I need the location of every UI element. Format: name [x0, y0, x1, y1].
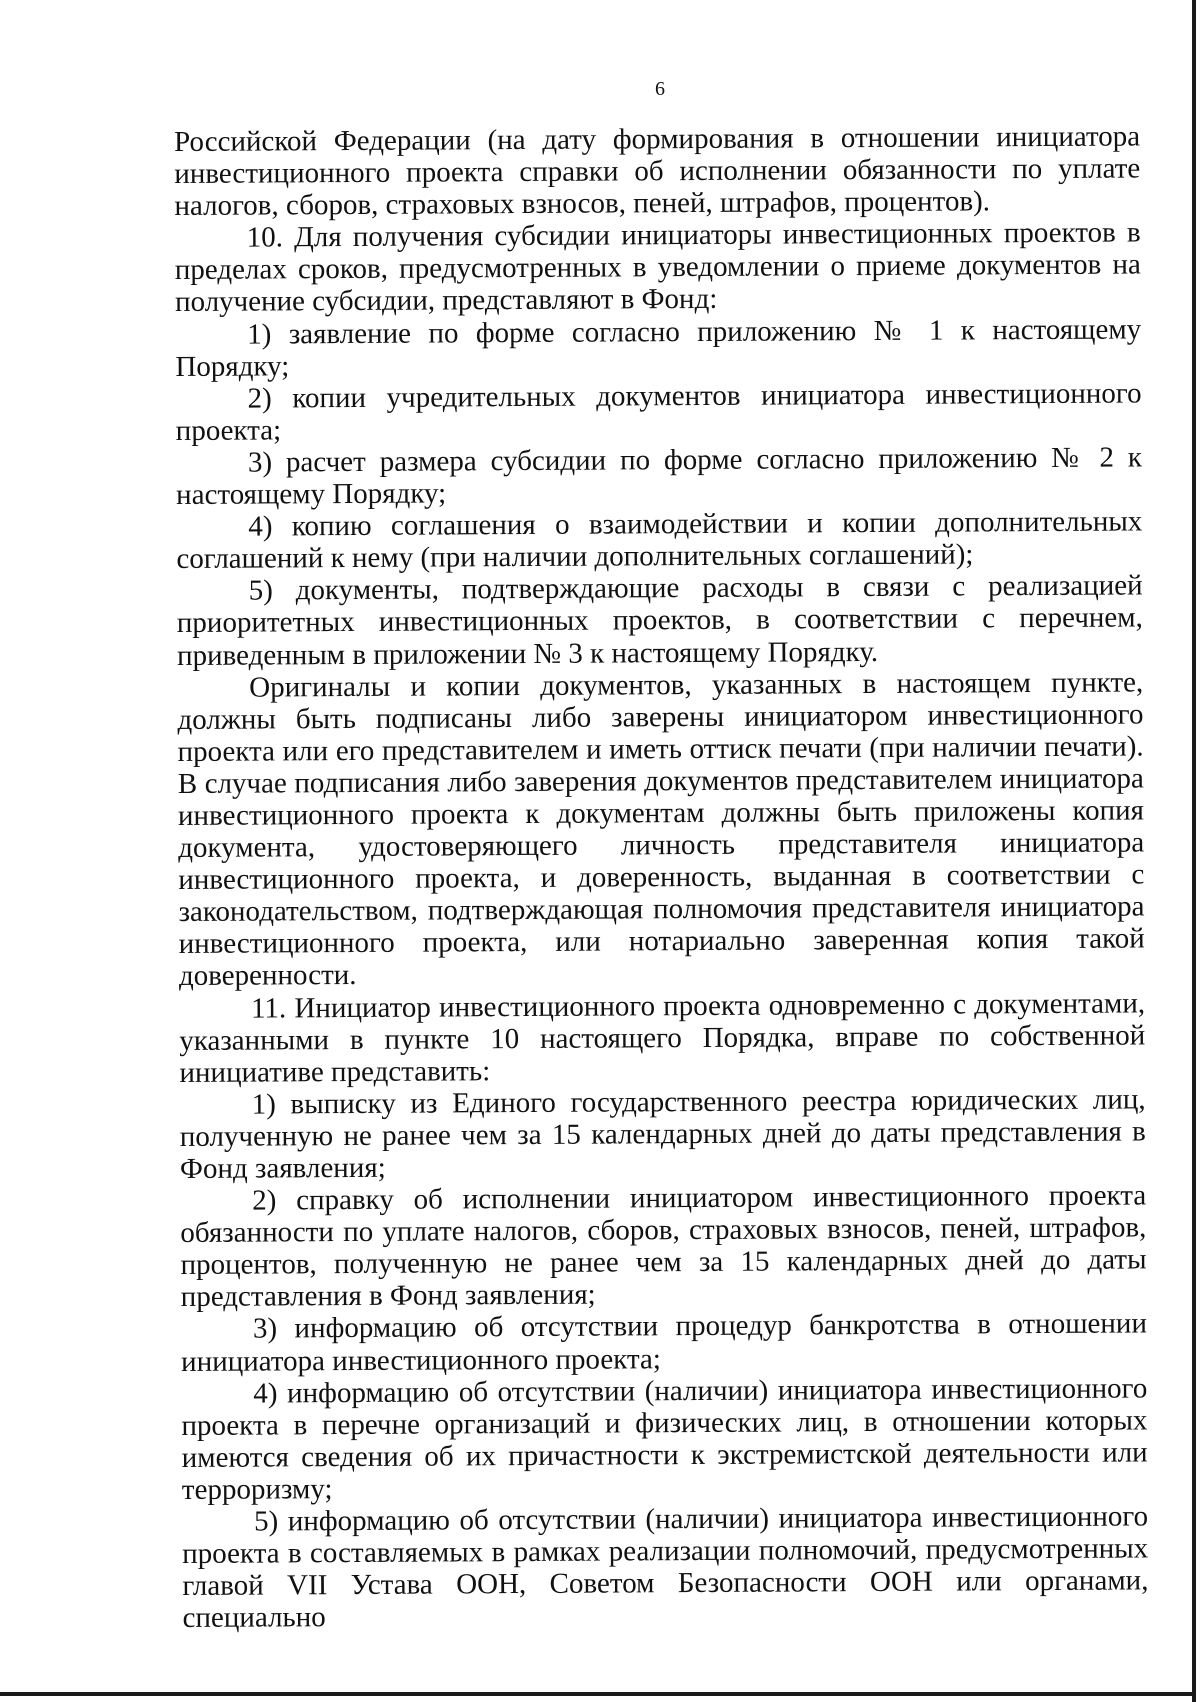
paragraph-10-sub-4: 4) копию соглашения о взаимодействии и копии дополнительных соглашений к нему (при наличии дополнительных соглашений);	[176, 505, 1143, 576]
paragraph-11-sub-4: 4) информацию об отсутствии (наличии) инициатора инвестиционного проекта в перечне организаций и физических лиц, в отношении которых имеются сведения об их причастности к экстремистской деятельности или терроризму;	[181, 1372, 1148, 1506]
paragraph-10-sub-2: 2) копии учредительных документов инициатора инвестиционного проекта;	[175, 377, 1142, 447]
paragraph-10-sub-3: 3) расчет размера субсидии по форме согласно приложению № 2 к настоящему Порядку;	[176, 441, 1143, 512]
paragraph-continuation: Российской Федерации (на дату формирования в отношении инициатора инвестиционного проекта справки об исполнении обязанности по уплате налогов, сборов, страховых взносов, пеней, штрафов, процентов).	[174, 120, 1141, 223]
paragraph-item-11: 11. Инициатор инвестиционного проекта одновременно с документами, указанными в пункте 10 настоящего Порядка, вправе по собственной инициативе представить:	[179, 986, 1146, 1089]
paragraph-11-sub-1: 1) выписку из Единого государственного реестра юридических лиц, полученную не ранее чем за 15 календарных дней до даты представления в Фонд заявления;	[179, 1083, 1146, 1185]
paragraph-11-sub-5: 5) информацию об отсутствии (наличии) инициатора инвестиционного проекта в составляемых в рамках реализации полномочий, предусмотренных главой VII Устава ООН, Советом Безопасности ООН или органами, специально	[182, 1500, 1149, 1635]
page-number: 6	[655, 78, 665, 100]
document-body	[174, 120, 1149, 1634]
scan-edge-right	[1192, 0, 1196, 1702]
paragraph-10-sub-1: 1) заявление по форме согласно приложению № 1 к настоящему Порядку;	[175, 312, 1142, 383]
paragraph-11-sub-2: 2) справку об исполнении инициатором инвестиционного проекта обязанности по уплате налогов, сборов, страховых взносов, пеней, штрафов, процентов, полученную не ранее чем за 15 календарных дней до даты представления в Фонд заявления;	[180, 1179, 1147, 1314]
paragraph-10-sub-5: 5) документы, подтверждающие расходы в связи с реализацией приоритетных инвестиционных проектов, в соответствии с перечнем, приведенным в приложении № 3 к настоящему Порядку.	[176, 569, 1143, 672]
paragraph-originals-and-copies: Оригиналы и копии документов, указанных в настоящем пункте, должны быть подписаны либо заверены инициатором инвестиционного проекта или его представителем и иметь оттиск печати (при наличии печати). В случае подписания либо заверения документов представителем инициатора инвестиционного проекта к документам должны быть приложены копия документа, удостоверяющего личность представителя инициатора инвестиционного проекта, и доверенность, выданная в соответствии с законодательством, подтверждающая полномочия представителя инициатора инвестиционного проекта, или нотариально заверенная копия такой доверенности.	[177, 666, 1145, 993]
paragraph-11-sub-3: 3) информацию об отсутствии процедур банкротства в отношении инициатора инвестиционного проекта;	[181, 1307, 1148, 1378]
paragraph-item-10: 10. Для получения субсидии инициаторы инвестиционных проектов в пределах сроков, предусмотренных в уведомлении о приеме документов на получение субсидии, представляют в Фонд:	[174, 216, 1141, 319]
scan-edge-bottom	[0, 1692, 1196, 1696]
